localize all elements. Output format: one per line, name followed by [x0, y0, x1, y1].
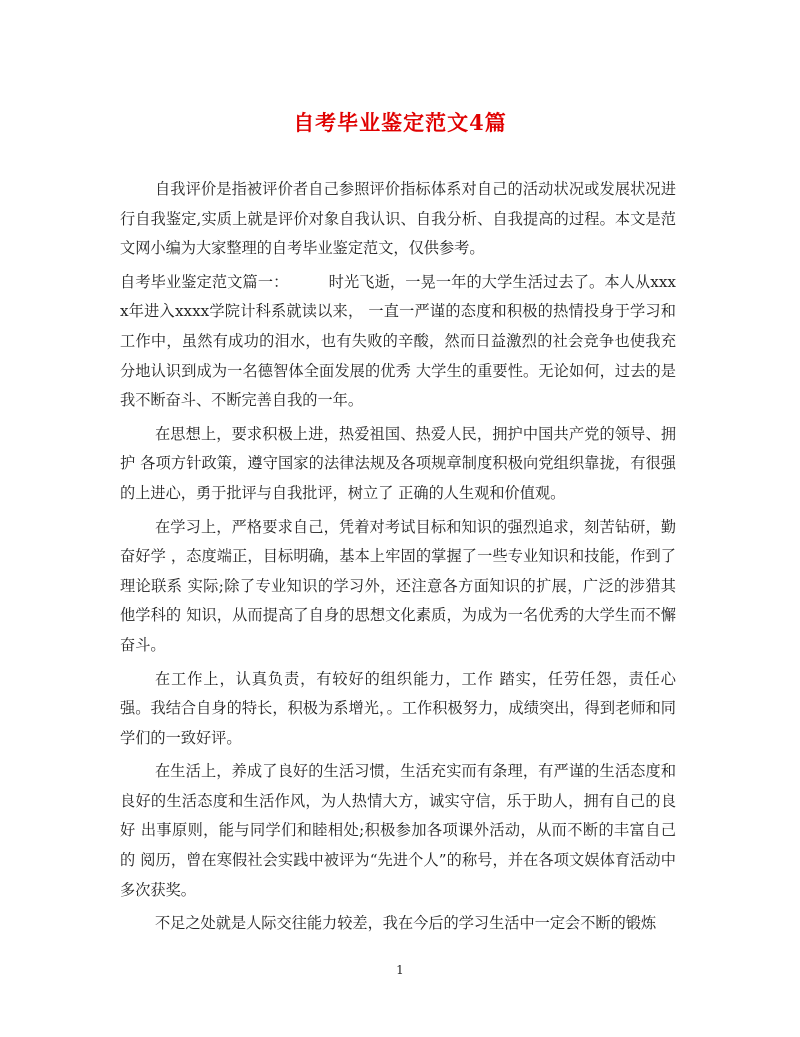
paragraph-life: 在生活上，养成了良好的生活习惯，生活充实而有条理，有严谨的生活态度和 良好的生活态度和生活作风，为人热情大方，诚实守信，乐于助人，拥有自己的良好 出事原则，能与同学们和睦相处;积极参加各项课外活动，从而不断的丰富自己的 阅历，曾在寒假社会实践中被评为“先进个人”的称号，并在各项文娱体育活动中 多次获奖。 — [120, 762, 676, 899]
paragraph-text: 时光飞逝，一晃一年的大学生活过去了。本人从xxxx年进入xxxx学院计科系就读以来， 一直一严谨的态度和积极的热情投身于学习和工作中，虽然有成功的泪水，也有失败的辛酸，然而日益激烈的社会竞争也使我充分地认识到成为一名德智体全面发展的优秀 大学生的重要性。无论如何，过去的是我不断奋斗、不断完善自我的一年。 — [120, 272, 676, 410]
intro-paragraph: 自我评价是指被评价者自己参照评价指标体系对自己的活动状况或发展状况进行自我鉴定,实质上就是评价对象自我认识、自我分析、自我提高的过程。本文是范文网小编为大家整理的自考毕业鉴定范文，仅供参考。 — [120, 180, 676, 258]
document-body — [120, 175, 676, 943]
section-one-first-paragraph — [120, 268, 676, 416]
paragraph-study: 在学习上，严格要求自己，凭着对考试目标和知识的强烈追求，刻苦钻研，勤奋好学 ，态度端正，目标明确，基本上牢固的掌握了一些专业知识和技能，作到了理论联系 实际;除了专业知识的学习外，还注意各方面知识的扩展，广泛的涉猎其他学科的 知识，从而提高了自身的思想文化素质，为成为一名优秀的大学生而不懈奋斗。 — [120, 517, 676, 654]
paragraph-shortcoming: 不足之处就是人际交往能力较差，我在今后的学习生活中一定会不断的锻炼 — [154, 914, 657, 933]
paragraph-thought: 在思想上，要求积极上进，热爱祖国、热爱人民，拥护中国共产党的领导、拥护 各项方针政策，遵守国家的法律法规及各项规章制度积极向党组织靠拢，有很强的上进心，勇于批评与自我批评，树立了 正确的人生观和价值观。 — [120, 424, 676, 502]
section-label: 自考毕业鉴定范文篇一： — [120, 272, 289, 291]
paragraph-work: 在工作上，认真负责，有较好的组织能力，工作 踏实，任劳任怨，责任心强。我结合自身的特长，积极为系增光，。工作积极努力，成绩突出，得到老师和同学们的一致好评。 — [120, 669, 676, 747]
page-number: 1 — [396, 963, 404, 977]
document-title: 自考毕业鉴定范文4篇 — [293, 110, 507, 135]
